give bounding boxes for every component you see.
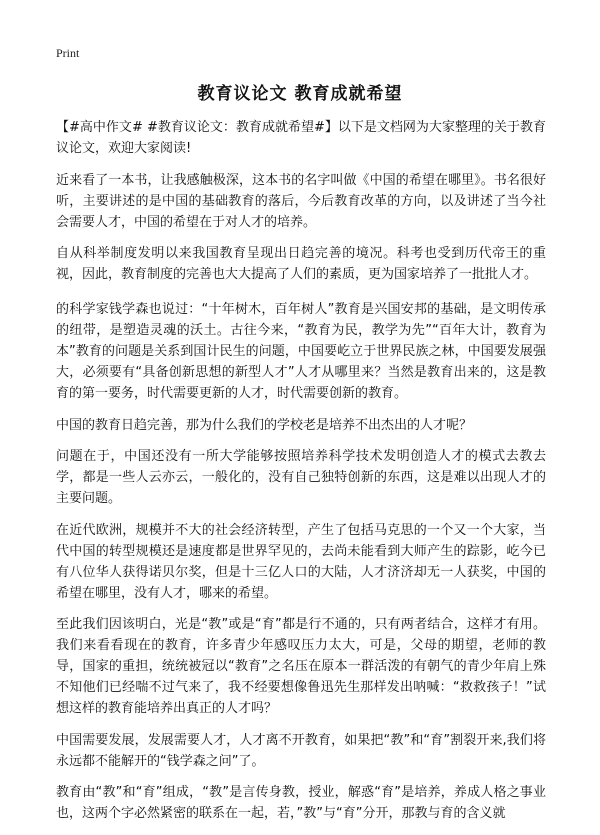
page-title: 教育议论文 教育成就希望 <box>197 84 403 104</box>
paragraph-definition: 教育由“教”和“育”组成，“教”是言传身教，授业，解惑“育”是培养，养成人格之事业也，这两个字必然紧密的联系在一起，若，”教”与“育”分开，那教与育的含义就 <box>56 785 546 821</box>
paragraph-intro: 【#高中作文# #教育议论文：教育成就希望#】以下是文档网为大家整理的关于教育议论文，欢迎大家阅读! <box>56 120 546 156</box>
paragraph-book: 近来看了一本书，让我感触极深，这本书的名字叫做《中国的希望在哪里》。书名很好听，主要讲述的是中国的基础教育的落后，今后教育改革的方向，以及讲述了当今社会需要人才，中国的希望在于对人才的培养。 <box>56 172 546 230</box>
paragraph-problem: 问题在于，中国还没有一所大学能够按照培养科学技术发明创造人才的模式去教去学，都是一些人云亦云，一般化的，没有自己独特创新的东西，这是难以出现人才的主要问题。 <box>56 449 546 506</box>
print-label: Print <box>56 46 80 60</box>
paragraph-qian-xuesen: 的科学家钱学森也说过：“十年树木，百年树人”教育是兴国安邦的基础，是文明传承的纽带，是塑造灵魂的沃土。古往今来，“教育为民，教学为先”“百年大计，教育为本”教育的问题是关系到国计民生的问题，中国要屹立于世界民族之林，中国要发展强大，必须要有“具备创新思想的新型人才”人才从哪里来？当然是教育出来的，这是教育的第一要务，时代需要更新的人才，时代需要创新的教育。 <box>56 302 546 401</box>
paragraph-keju: 自从科举制度发明以来我国教育呈现出日趋完善的境况。科考也受到历代帝王的重视，因此，教育制度的完善也大大提高了人们的素质，更为国家培养了一批批人才。 <box>56 246 546 282</box>
document-body <box>56 117 546 835</box>
paragraph-europe: 在近代欧洲，规模并不大的社会经济转型，产生了包括马克思的一个又一个大家，当代中国的转型规模还是速度都是世界罕见的，去尚未能看到大师产生的踪影，屹今已有八位华人获得诺贝尔奖，但是十三亿人口的大陆，人才济济却无一人获奖，中国的希望在哪里，没有人才，哪来的希望。 <box>56 522 546 601</box>
paragraph-development: 中国需要发展，发展需要人才，人才离不开教育，如果把“教”和“育”割裂开来,我们将永远都不能解开的“钱学森之问”了。 <box>56 732 546 769</box>
paragraph-question: 中国的教育日趋完善，那为什么我们的学校老是培养不出杰出的人才呢？ <box>56 417 473 433</box>
paragraph-jiao-yu: 至此我们因该明白，光是“教”或是“育”都是行不通的，只有两者结合，这样才有用。我们来看看现在的教育，许多青少年感叹压力太大，可是，父母的期望，老师的教导，国家的重担，统统被冠以“教育”之名压在原本一群活泼的有朝气的青少年肩上殊不知他们已经喘不过气来了，我不经要想像鲁迅先生那样发出呐喊：“救救孩子！”试想这样的教育能培养出真正的人才吗？ <box>56 617 546 716</box>
